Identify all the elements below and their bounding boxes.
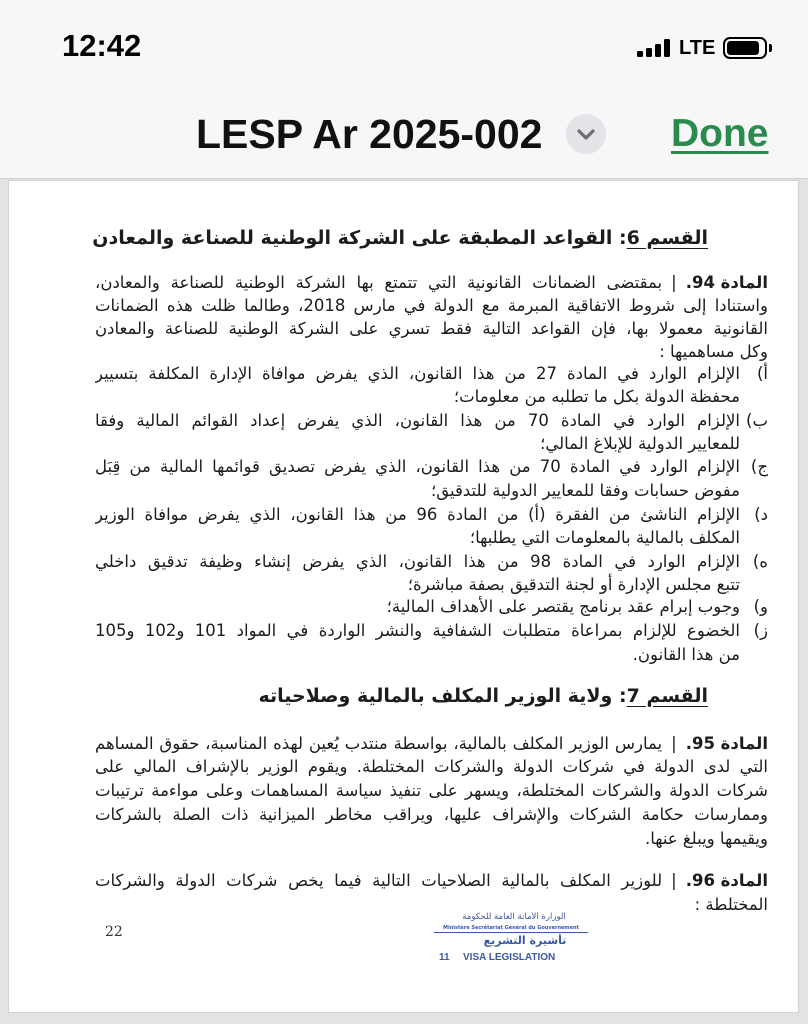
list-item-line: المكلف بالمالية بالمعلومات التي يطلبها؛ — [469, 528, 740, 547]
battery-nub — [769, 44, 772, 52]
chevron-down-icon[interactable] — [566, 114, 606, 154]
signal-bar — [637, 51, 643, 57]
section-6-heading — [69, 225, 708, 251]
list-marker: د) — [754, 505, 768, 524]
document-title[interactable]: LESP Ar 2025-002 — [196, 111, 543, 157]
list-item-line: الإلزام الوارد في المادة 98 من هذا القانون، الذي يفرض إنشاء وظيفة تدقيق داخلي — [95, 552, 740, 571]
document-page[interactable] — [9, 181, 798, 1012]
list-item-line: من هذا القانون. — [632, 645, 740, 664]
signal-bar — [646, 48, 652, 57]
article-separator: | — [671, 273, 677, 292]
article-95-text: يمارس الوزير المكلف بالمالية، بواسطة منتدب يُعين لهذه المناسبة، حقوق المساهم — [95, 734, 663, 753]
section-6-label: القسم 6 — [626, 227, 708, 249]
stamp-visa-fr: VISA LEGISLATION — [463, 952, 556, 963]
article-95-label: المادة 95. — [685, 734, 768, 753]
list-item-line: للمعايير الدولية للإبلاغ المالي؛ — [540, 434, 740, 453]
list-item-line: الإلزام الوارد في المادة 27 من هذا القانون، الذي يفرض موافاة الإدارة المكلفة بتسيير — [95, 364, 740, 383]
article-94-line: وكل مساهميها : — [659, 342, 768, 361]
done-button[interactable]: Done — [671, 112, 769, 155]
top-bar — [0, 0, 808, 179]
article-96-line: المختلطة : — [694, 895, 768, 914]
stamp-visa-ar: تأشيرة التشريع — [483, 934, 567, 947]
article-94-line — [95, 271, 768, 294]
article-95-line: وممارسات حكامة الشركات والإشراف عليها، ويراقب مخاطر الميزانية ذات الصلة بالشركات — [95, 805, 768, 824]
stamp-ministry-fr: Ministère Secrétariat Général du Gouvernement — [434, 924, 588, 933]
status-time: 12:42 — [62, 28, 142, 63]
article-94-label: المادة 94. — [685, 273, 768, 292]
signal-bar — [655, 44, 661, 57]
list-marker: ج) — [750, 457, 768, 476]
list-marker: و) — [753, 597, 768, 616]
article-94-text: بمقتضى الضمانات القانونية التي تتمتع بها الشركة الوطنية للصناعة والمعادن، — [95, 273, 663, 292]
article-95-line: ويقيمها ويبلغ عنها. — [644, 829, 768, 848]
list-marker: أ) — [756, 364, 768, 383]
article-separator: | — [671, 871, 677, 890]
article-96-line — [95, 869, 768, 892]
network-type: LTE — [679, 37, 716, 59]
list-marker: ز) — [753, 621, 768, 640]
article-96-label: المادة 96. — [685, 871, 768, 890]
list-item-line: مفوض حسابات وفقا للمعايير الدولية للتدقيق؛ — [431, 481, 740, 500]
stamp-ministry-ar: الوزارة الأمانة العامة للحكومة — [462, 912, 566, 922]
article-94-line: واستنادا إلى شروط الاتفاقية المبرمة مع الدولة في مارس 2018، وطالما ظلت هذه الضمانات — [95, 296, 768, 315]
list-item-line: تتبع مجلس الإدارة أو لجنة التدقيق بصفة مباشرة؛ — [407, 575, 740, 594]
list-item-line: محفظة الدولة بكل ما تطلبه من معلومات؛ — [453, 387, 740, 406]
list-marker: ب) — [746, 411, 768, 430]
list-item-line: وجوب إبرام عقد برنامج يقتصر على الأهداف المالية؛ — [386, 597, 740, 616]
battery-icon — [723, 37, 767, 59]
chevron-down-glyph — [566, 114, 606, 154]
stamp-number: 11 — [439, 952, 450, 963]
signal-bar — [664, 39, 670, 57]
section-7-title: : ولاية الوزير المكلف بالمالية وصلاحياته — [258, 685, 627, 707]
list-item-line: الخضوع للإلزام بمراعاة متطلبات الشفافية والنشر الواردة في المواد 101 و102 و105 — [95, 621, 740, 640]
list-item-line: الإلزام الناشئ من الفقرة (أ) من المادة 96 من هذا القانون، الذي يفرض موافاة الوزير — [95, 505, 740, 524]
signal-icon — [637, 38, 671, 57]
battery-level — [727, 41, 759, 55]
list-item-line: الإلزام الوارد في المادة 70 من هذا القانون، الذي يفرض إعداد القوائم المالية وفقا — [95, 411, 740, 430]
article-separator: | — [671, 734, 677, 753]
list-marker: ه) — [752, 552, 768, 571]
article-96-text: للوزير المكلف بالمالية الصلاحيات التالية فيما يخص شركات الدولة والشركات — [95, 871, 663, 890]
section-7-heading — [69, 683, 708, 709]
approval-stamp — [430, 912, 590, 970]
article-95-line — [95, 732, 768, 755]
section-7-label: القسم 7 — [626, 685, 708, 707]
article-95-line: التي لدى الدولة في شركات الدولة والشركات المختلطة. ويقوم الوزير بالإشراف المالي على — [95, 757, 768, 776]
page-number: 22 — [105, 924, 123, 940]
article-95-line: شركات الدولة والشركات المختلطة، ويسهر على تنفيذ سياسة المساهمات وعلى مواءمة ترتيبات — [95, 781, 768, 800]
article-94-line: القانونية معمولا بها، فإن القواعد التالية فقط تسري على الشركة الوطنية للصناعة والمعادن — [95, 319, 768, 338]
section-6-title: : القواعد المطبقة على الشركة الوطنية للصناعة والمعادن — [92, 227, 627, 249]
list-item-line: الإلزام الوارد في المادة 70 من هذا القانون، الذي يفرض تصديق قوائمها المالية من قِبَل — [95, 457, 740, 476]
